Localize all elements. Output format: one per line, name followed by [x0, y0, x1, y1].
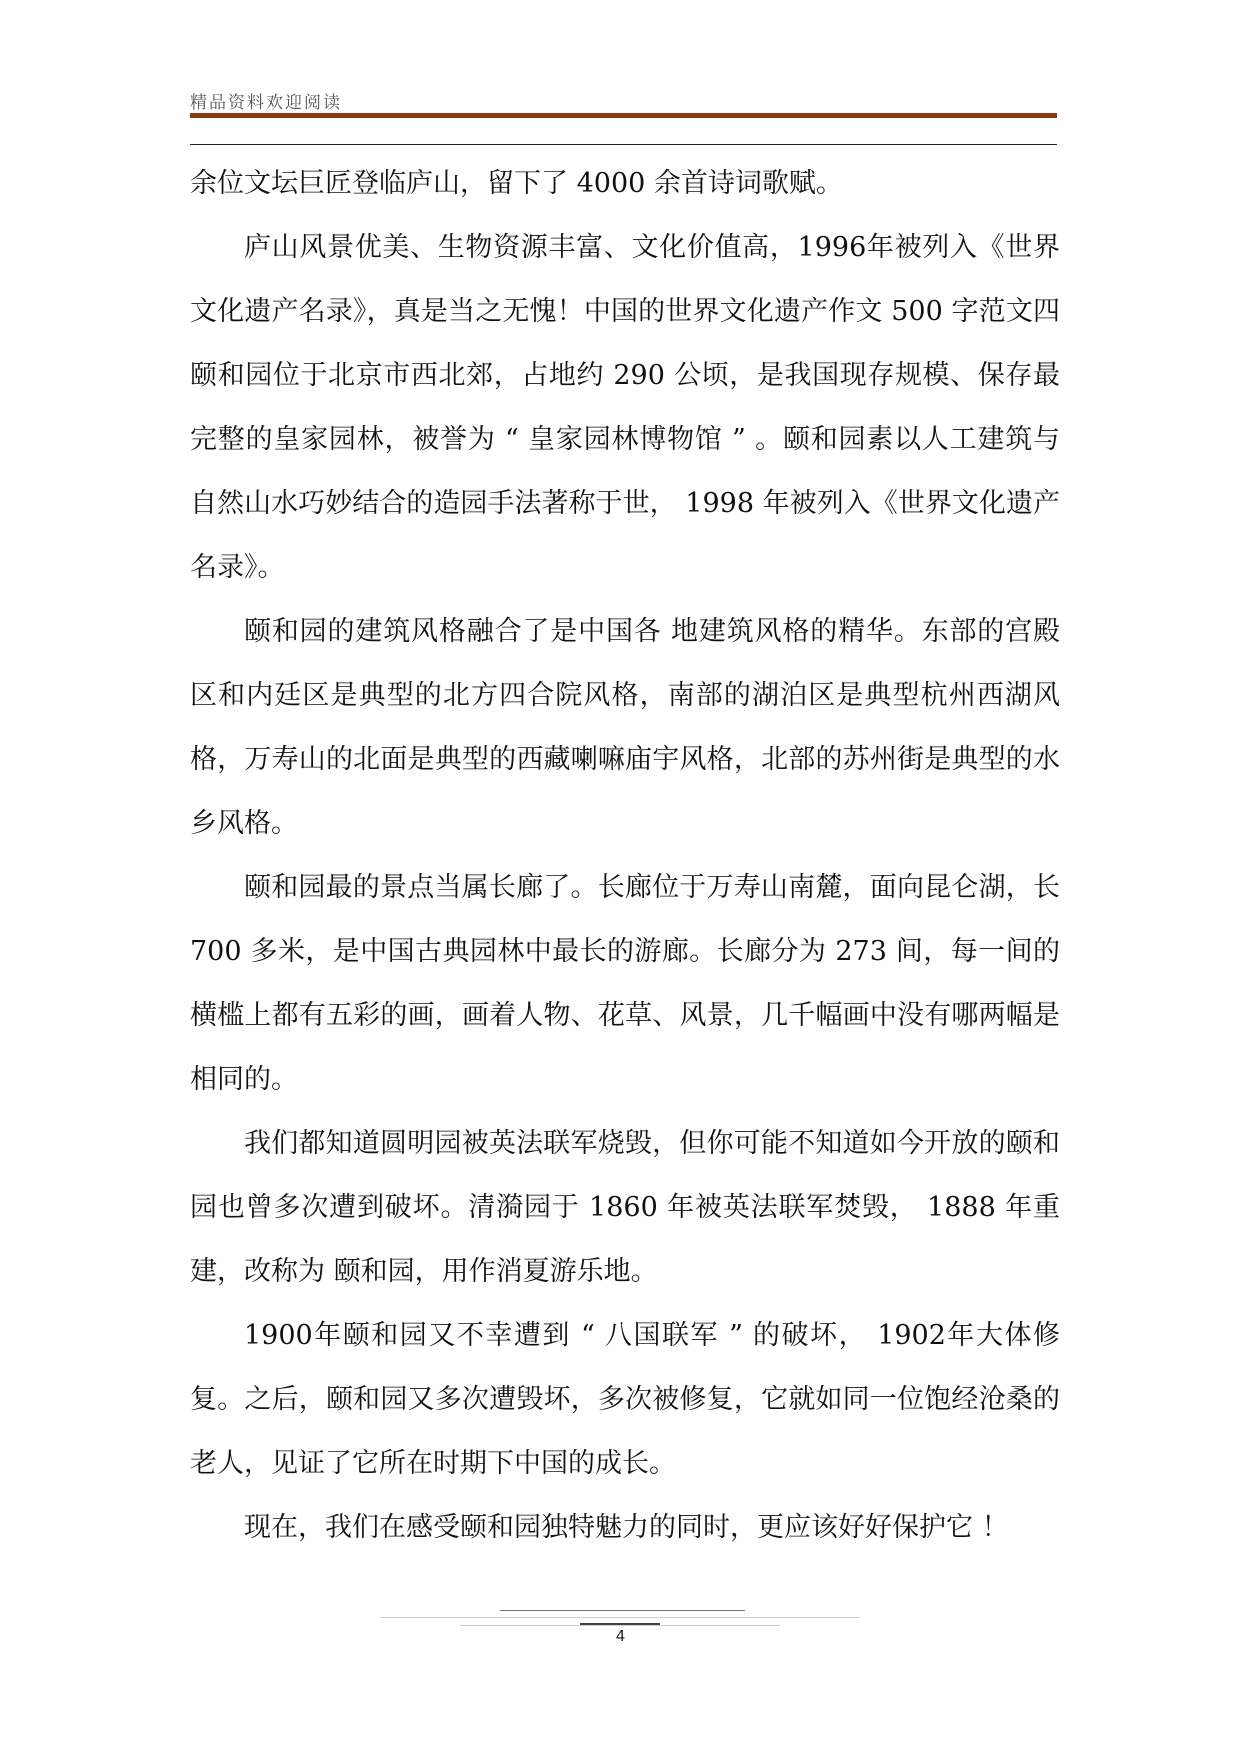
page-number: 4 [615, 1627, 626, 1645]
paragraph: 庐山风景优美、生物资源丰富、文化价值高，1996年被列入《世界文化遗产名录》，真是当之无愧！中国的世界文化遗产作文 500 字范文四 颐和园位于北京市西北郊，占地约 290 公顷，是我国现存规模、保存最完整的皇家园林，被誉为 “ 皇家园林博物馆 ” 。颐和园素以人工建筑与自然山水巧妙结合的造园手法著称于世， 1998 年被列入《世界文化遗产名录》。 [190, 232, 1060, 583]
paragraph: 颐和园最的景点当属长廊了。长廊位于万寿山南麓，面向昆仑湖，长 700 多米，是中国古典园林中最长的游廊。长廊分为 273 间，每一间的横槛上都有五彩的画，画着人物、花草、风景，几千幅画中没有哪两幅是相同的。 [190, 872, 1060, 1095]
footer-rule [460, 1625, 780, 1626]
paragraph: 余位文坛巨匠登临庐山，留下了 4000 余首诗词歌赋。 [190, 168, 843, 199]
page-header-text: 精品资料欢迎阅读 [190, 93, 342, 113]
paragraph: 1900年颐和园又不幸遭到 “ 八国联军 ” 的破坏， 1902年大体修复。之后，颐和园又多次遭毁坏，多次被修复，它就如同一位饱经沧桑的老人，见证了它所在时期下中国的成长。 [190, 1320, 1060, 1479]
header-rule-thin [190, 144, 1057, 145]
footer-rule [500, 1610, 745, 1611]
paragraph: 我们都知道圆明园被英法联军烧毁，但你可能不知道如今开放的颐和园也曾多次遭到破坏。清漪园于 1860 年被英法联军焚毁， 1888 年重建，改称为 颐和园，用作消夏游乐地。 [190, 1128, 1060, 1287]
header-rule-thick [190, 113, 1057, 118]
footer-rule [580, 1623, 660, 1625]
paragraph: 颐和园的建筑风格融合了是中国各 地建筑风格的精华。东部的宫殿区和内廷区是典型的北方四合院风格，南部的湖泊区是典型杭州西湖风格，万寿山的北面是典型的西藏喇嘛庙宇风格，北部的苏州街是典型的水乡风格。 [190, 616, 1060, 839]
document-body [190, 152, 1060, 1560]
footer-rule [380, 1617, 860, 1618]
paragraph: 现在，我们在感受颐和园独特魅力的同时，更应该好好保护它 ！ [244, 1512, 1009, 1543]
